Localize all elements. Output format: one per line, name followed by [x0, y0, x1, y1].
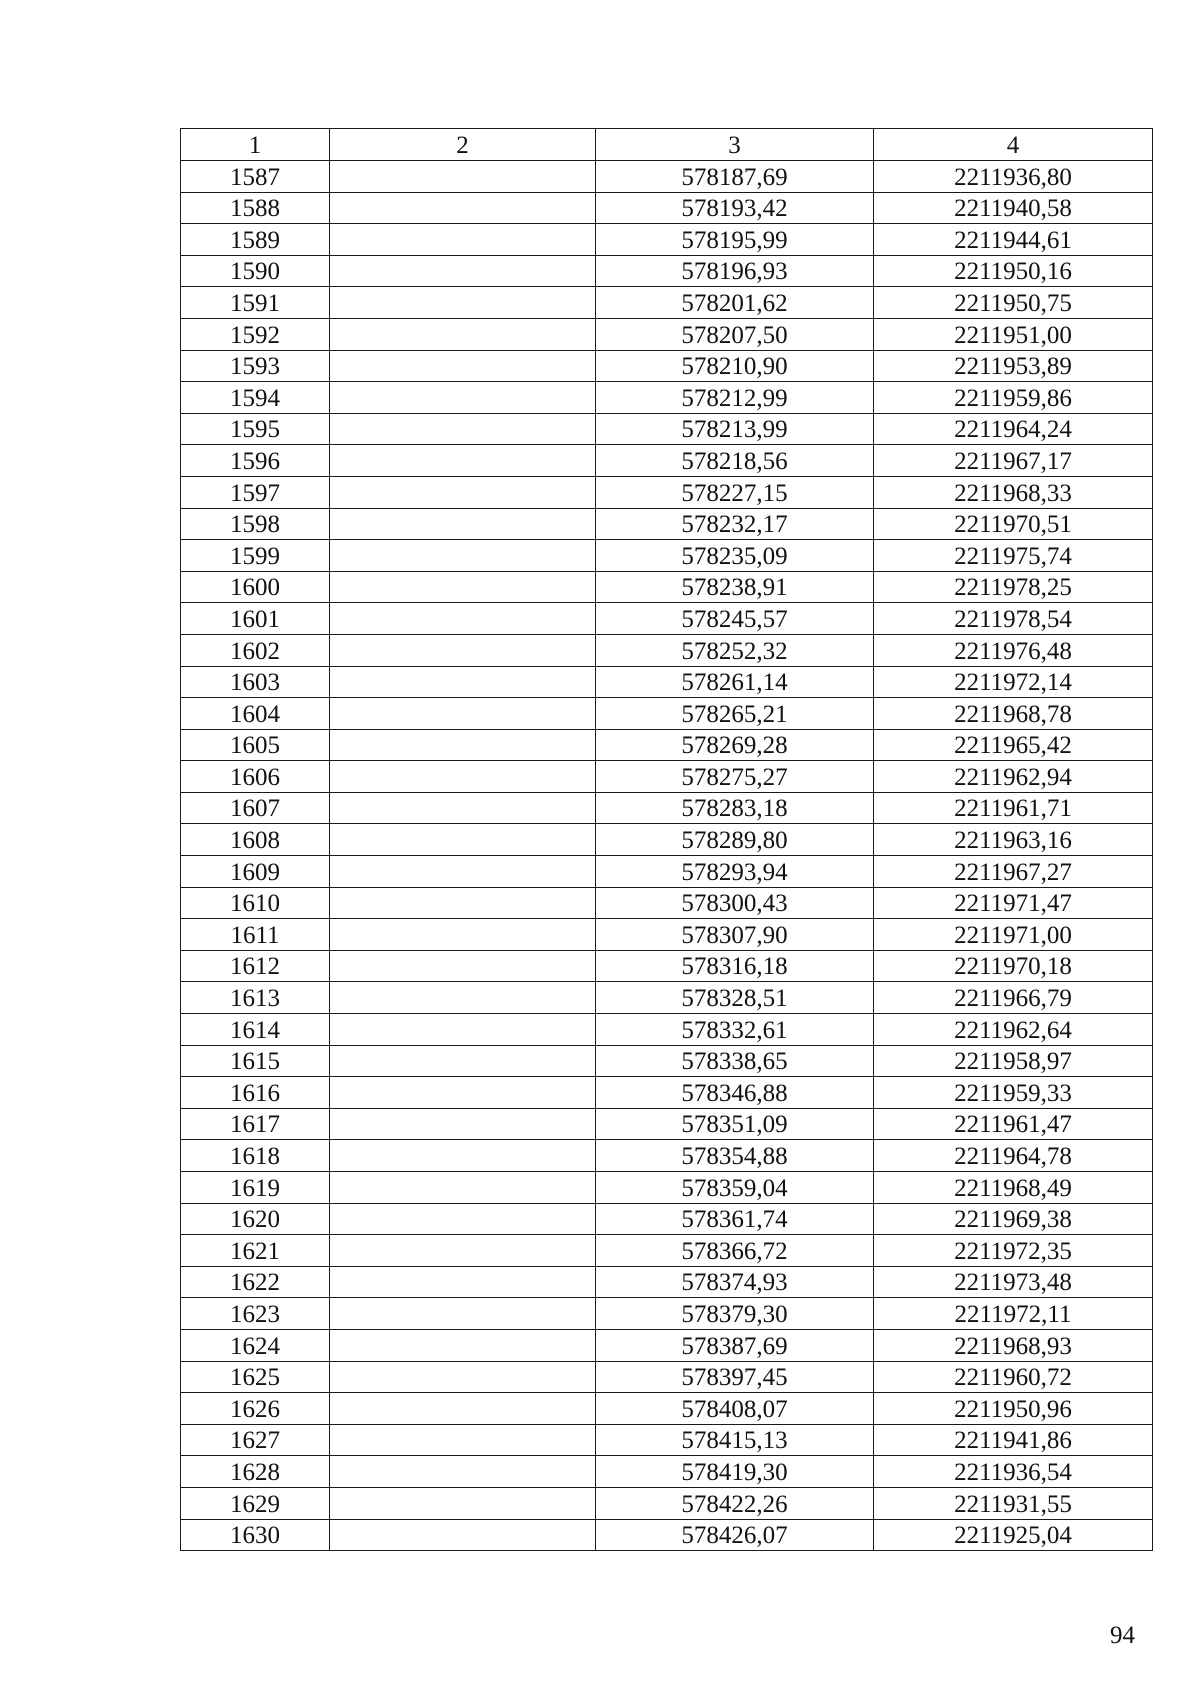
point-number-cell: 1617 — [181, 1108, 330, 1140]
table-row — [181, 634, 1153, 666]
table-row — [181, 161, 1153, 193]
table-row — [181, 540, 1153, 572]
point-number-cell: 1615 — [181, 1045, 330, 1077]
y-coordinate-cell: 2211964,24 — [874, 413, 1153, 445]
table-row — [181, 856, 1153, 888]
x-coordinate-cell: 578328,51 — [596, 982, 874, 1014]
y-coordinate-cell: 2211950,75 — [874, 287, 1153, 319]
table-row — [181, 1235, 1153, 1267]
table-row — [181, 698, 1153, 730]
x-coordinate-cell: 578408,07 — [596, 1393, 874, 1425]
page-number: 94 — [1110, 1622, 1135, 1649]
table-row — [181, 1329, 1153, 1361]
point-number-cell: 1609 — [181, 856, 330, 888]
x-coordinate-cell: 578366,72 — [596, 1235, 874, 1267]
y-coordinate-cell: 2211950,96 — [874, 1393, 1153, 1425]
x-coordinate-cell: 578195,99 — [596, 224, 874, 256]
table-row — [181, 445, 1153, 477]
table-row — [181, 1519, 1153, 1551]
table-row — [181, 508, 1153, 540]
header-cell-4: 4 — [874, 129, 1153, 161]
description-cell — [330, 445, 596, 477]
description-cell — [330, 1393, 596, 1425]
y-coordinate-cell: 2211959,86 — [874, 382, 1153, 414]
table-row — [181, 1361, 1153, 1393]
point-number-cell: 1600 — [181, 571, 330, 603]
x-coordinate-cell: 578252,32 — [596, 634, 874, 666]
point-number-cell: 1601 — [181, 603, 330, 635]
y-coordinate-cell: 2211925,04 — [874, 1519, 1153, 1551]
table-row — [181, 1266, 1153, 1298]
y-coordinate-cell: 2211961,47 — [874, 1108, 1153, 1140]
x-coordinate-cell: 578245,57 — [596, 603, 874, 635]
description-cell — [330, 1172, 596, 1204]
point-number-cell: 1626 — [181, 1393, 330, 1425]
y-coordinate-cell: 2211966,79 — [874, 982, 1153, 1014]
y-coordinate-cell: 2211972,35 — [874, 1235, 1153, 1267]
point-number-cell: 1608 — [181, 824, 330, 856]
x-coordinate-cell: 578419,30 — [596, 1456, 874, 1488]
x-coordinate-cell: 578346,88 — [596, 1077, 874, 1109]
x-coordinate-cell: 578415,13 — [596, 1424, 874, 1456]
header-cell-3: 3 — [596, 129, 874, 161]
point-number-cell: 1588 — [181, 192, 330, 224]
description-cell — [330, 950, 596, 982]
table-row — [181, 603, 1153, 635]
x-coordinate-cell: 578332,61 — [596, 1014, 874, 1046]
point-number-cell: 1614 — [181, 1014, 330, 1046]
table-row — [181, 1077, 1153, 1109]
description-cell — [330, 634, 596, 666]
y-coordinate-cell: 2211973,48 — [874, 1266, 1153, 1298]
point-number-cell: 1605 — [181, 729, 330, 761]
point-number-cell: 1597 — [181, 476, 330, 508]
point-number-cell: 1622 — [181, 1266, 330, 1298]
description-cell — [330, 666, 596, 698]
table-row — [181, 350, 1153, 382]
description-cell — [330, 413, 596, 445]
x-coordinate-cell: 578316,18 — [596, 950, 874, 982]
x-coordinate-cell: 578351,09 — [596, 1108, 874, 1140]
x-coordinate-cell: 578338,65 — [596, 1045, 874, 1077]
x-coordinate-cell: 578300,43 — [596, 887, 874, 919]
description-cell — [330, 1424, 596, 1456]
description-cell — [330, 1014, 596, 1046]
y-coordinate-cell: 2211972,14 — [874, 666, 1153, 698]
table-row — [181, 1045, 1153, 1077]
point-number-cell: 1591 — [181, 287, 330, 319]
y-coordinate-cell: 2211953,89 — [874, 350, 1153, 382]
point-number-cell: 1592 — [181, 318, 330, 350]
description-cell — [330, 1519, 596, 1551]
x-coordinate-cell: 578283,18 — [596, 792, 874, 824]
y-coordinate-cell: 2211968,33 — [874, 476, 1153, 508]
y-coordinate-cell: 2211970,18 — [874, 950, 1153, 982]
y-coordinate-cell: 2211951,00 — [874, 318, 1153, 350]
description-cell — [330, 1140, 596, 1172]
point-number-cell: 1590 — [181, 255, 330, 287]
table-row — [181, 950, 1153, 982]
table-row — [181, 919, 1153, 951]
description-cell — [330, 161, 596, 193]
table-row — [181, 792, 1153, 824]
table-row — [181, 382, 1153, 414]
table-row — [181, 1393, 1153, 1425]
point-number-cell: 1619 — [181, 1172, 330, 1204]
table-row — [181, 666, 1153, 698]
table-row — [181, 887, 1153, 919]
description-cell — [330, 287, 596, 319]
x-coordinate-cell: 578387,69 — [596, 1329, 874, 1361]
description-cell — [330, 982, 596, 1014]
y-coordinate-cell: 2211964,78 — [874, 1140, 1153, 1172]
point-number-cell: 1594 — [181, 382, 330, 414]
x-coordinate-cell: 578374,93 — [596, 1266, 874, 1298]
x-coordinate-cell: 578293,94 — [596, 856, 874, 888]
point-number-cell: 1624 — [181, 1329, 330, 1361]
description-cell — [330, 761, 596, 793]
point-number-cell: 1595 — [181, 413, 330, 445]
table-body — [181, 161, 1153, 1551]
x-coordinate-cell: 578397,45 — [596, 1361, 874, 1393]
table-row — [181, 476, 1153, 508]
point-number-cell: 1598 — [181, 508, 330, 540]
point-number-cell: 1630 — [181, 1519, 330, 1551]
y-coordinate-cell: 2211978,25 — [874, 571, 1153, 603]
x-coordinate-cell: 578238,91 — [596, 571, 874, 603]
table-row — [181, 1298, 1153, 1330]
description-cell — [330, 1266, 596, 1298]
description-cell — [330, 571, 596, 603]
description-cell — [330, 1077, 596, 1109]
x-coordinate-cell: 578201,62 — [596, 287, 874, 319]
x-coordinate-cell: 578235,09 — [596, 540, 874, 572]
point-number-cell: 1629 — [181, 1487, 330, 1519]
point-number-cell: 1610 — [181, 887, 330, 919]
y-coordinate-cell: 2211968,78 — [874, 698, 1153, 730]
description-cell — [330, 919, 596, 951]
point-number-cell: 1627 — [181, 1424, 330, 1456]
y-coordinate-cell: 2211975,74 — [874, 540, 1153, 572]
x-coordinate-cell: 578361,74 — [596, 1203, 874, 1235]
table-row — [181, 318, 1153, 350]
table-header-row — [181, 129, 1153, 161]
y-coordinate-cell: 2211944,61 — [874, 224, 1153, 256]
point-number-cell: 1596 — [181, 445, 330, 477]
x-coordinate-cell: 578265,21 — [596, 698, 874, 730]
y-coordinate-cell: 2211962,64 — [874, 1014, 1153, 1046]
y-coordinate-cell: 2211950,16 — [874, 255, 1153, 287]
table-row — [181, 1456, 1153, 1488]
x-coordinate-cell: 578426,07 — [596, 1519, 874, 1551]
y-coordinate-cell: 2211968,93 — [874, 1329, 1153, 1361]
y-coordinate-cell: 2211958,97 — [874, 1045, 1153, 1077]
table-row — [181, 982, 1153, 1014]
point-number-cell: 1599 — [181, 540, 330, 572]
description-cell — [330, 1329, 596, 1361]
y-coordinate-cell: 2211965,42 — [874, 729, 1153, 761]
point-number-cell: 1604 — [181, 698, 330, 730]
y-coordinate-cell: 2211971,47 — [874, 887, 1153, 919]
y-coordinate-cell: 2211972,11 — [874, 1298, 1153, 1330]
y-coordinate-cell: 2211961,71 — [874, 792, 1153, 824]
x-coordinate-cell: 578289,80 — [596, 824, 874, 856]
x-coordinate-cell: 578359,04 — [596, 1172, 874, 1204]
y-coordinate-cell: 2211971,00 — [874, 919, 1153, 951]
point-number-cell: 1603 — [181, 666, 330, 698]
description-cell — [330, 1456, 596, 1488]
point-number-cell: 1587 — [181, 161, 330, 193]
table-row — [181, 1487, 1153, 1519]
description-cell — [330, 1108, 596, 1140]
coordinates-table — [180, 128, 1153, 1551]
y-coordinate-cell: 2211968,49 — [874, 1172, 1153, 1204]
x-coordinate-cell: 578212,99 — [596, 382, 874, 414]
description-cell — [330, 540, 596, 572]
description-cell — [330, 603, 596, 635]
x-coordinate-cell: 578227,15 — [596, 476, 874, 508]
table-row — [181, 224, 1153, 256]
description-cell — [330, 1045, 596, 1077]
y-coordinate-cell: 2211978,54 — [874, 603, 1153, 635]
x-coordinate-cell: 578354,88 — [596, 1140, 874, 1172]
point-number-cell: 1620 — [181, 1203, 330, 1235]
x-coordinate-cell: 578187,69 — [596, 161, 874, 193]
x-coordinate-cell: 578422,26 — [596, 1487, 874, 1519]
table-row — [181, 1108, 1153, 1140]
point-number-cell: 1616 — [181, 1077, 330, 1109]
description-cell — [330, 350, 596, 382]
description-cell — [330, 1203, 596, 1235]
y-coordinate-cell: 2211967,17 — [874, 445, 1153, 477]
description-cell — [330, 224, 596, 256]
point-number-cell: 1607 — [181, 792, 330, 824]
y-coordinate-cell: 2211940,58 — [874, 192, 1153, 224]
x-coordinate-cell: 578307,90 — [596, 919, 874, 951]
header-cell-1: 1 — [181, 129, 330, 161]
description-cell — [330, 1235, 596, 1267]
y-coordinate-cell: 2211969,38 — [874, 1203, 1153, 1235]
description-cell — [330, 192, 596, 224]
y-coordinate-cell: 2211967,27 — [874, 856, 1153, 888]
point-number-cell: 1602 — [181, 634, 330, 666]
point-number-cell: 1593 — [181, 350, 330, 382]
x-coordinate-cell: 578210,90 — [596, 350, 874, 382]
y-coordinate-cell: 2211936,80 — [874, 161, 1153, 193]
description-cell — [330, 856, 596, 888]
point-number-cell: 1621 — [181, 1235, 330, 1267]
description-cell — [330, 698, 596, 730]
x-coordinate-cell: 578379,30 — [596, 1298, 874, 1330]
y-coordinate-cell: 2211931,55 — [874, 1487, 1153, 1519]
description-cell — [330, 1298, 596, 1330]
y-coordinate-cell: 2211962,94 — [874, 761, 1153, 793]
table-row — [181, 255, 1153, 287]
table-row — [181, 413, 1153, 445]
description-cell — [330, 255, 596, 287]
x-coordinate-cell: 578213,99 — [596, 413, 874, 445]
point-number-cell: 1628 — [181, 1456, 330, 1488]
description-cell — [330, 792, 596, 824]
point-number-cell: 1625 — [181, 1361, 330, 1393]
point-number-cell: 1606 — [181, 761, 330, 793]
point-number-cell: 1613 — [181, 982, 330, 1014]
x-coordinate-cell: 578207,50 — [596, 318, 874, 350]
x-coordinate-cell: 578269,28 — [596, 729, 874, 761]
description-cell — [330, 1487, 596, 1519]
x-coordinate-cell: 578196,93 — [596, 255, 874, 287]
description-cell — [330, 824, 596, 856]
table-row — [181, 729, 1153, 761]
table-row — [181, 287, 1153, 319]
table-row — [181, 1014, 1153, 1046]
y-coordinate-cell: 2211970,51 — [874, 508, 1153, 540]
y-coordinate-cell: 2211936,54 — [874, 1456, 1153, 1488]
table-row — [181, 761, 1153, 793]
table-row — [181, 1203, 1153, 1235]
description-cell — [330, 382, 596, 414]
description-cell — [330, 318, 596, 350]
x-coordinate-cell: 578275,27 — [596, 761, 874, 793]
point-number-cell: 1612 — [181, 950, 330, 982]
table-row — [181, 1140, 1153, 1172]
table-row — [181, 571, 1153, 603]
table-row — [181, 192, 1153, 224]
description-cell — [330, 1361, 596, 1393]
y-coordinate-cell: 2211976,48 — [874, 634, 1153, 666]
x-coordinate-cell: 578261,14 — [596, 666, 874, 698]
description-cell — [330, 508, 596, 540]
point-number-cell: 1589 — [181, 224, 330, 256]
point-number-cell: 1611 — [181, 919, 330, 951]
point-number-cell: 1623 — [181, 1298, 330, 1330]
description-cell — [330, 887, 596, 919]
table-row — [181, 1172, 1153, 1204]
header-cell-2: 2 — [330, 129, 596, 161]
x-coordinate-cell: 578218,56 — [596, 445, 874, 477]
x-coordinate-cell: 578193,42 — [596, 192, 874, 224]
table-row — [181, 824, 1153, 856]
table-row — [181, 1424, 1153, 1456]
description-cell — [330, 729, 596, 761]
x-coordinate-cell: 578232,17 — [596, 508, 874, 540]
y-coordinate-cell: 2211941,86 — [874, 1424, 1153, 1456]
point-number-cell: 1618 — [181, 1140, 330, 1172]
description-cell — [330, 476, 596, 508]
y-coordinate-cell: 2211960,72 — [874, 1361, 1153, 1393]
y-coordinate-cell: 2211959,33 — [874, 1077, 1153, 1109]
y-coordinate-cell: 2211963,16 — [874, 824, 1153, 856]
